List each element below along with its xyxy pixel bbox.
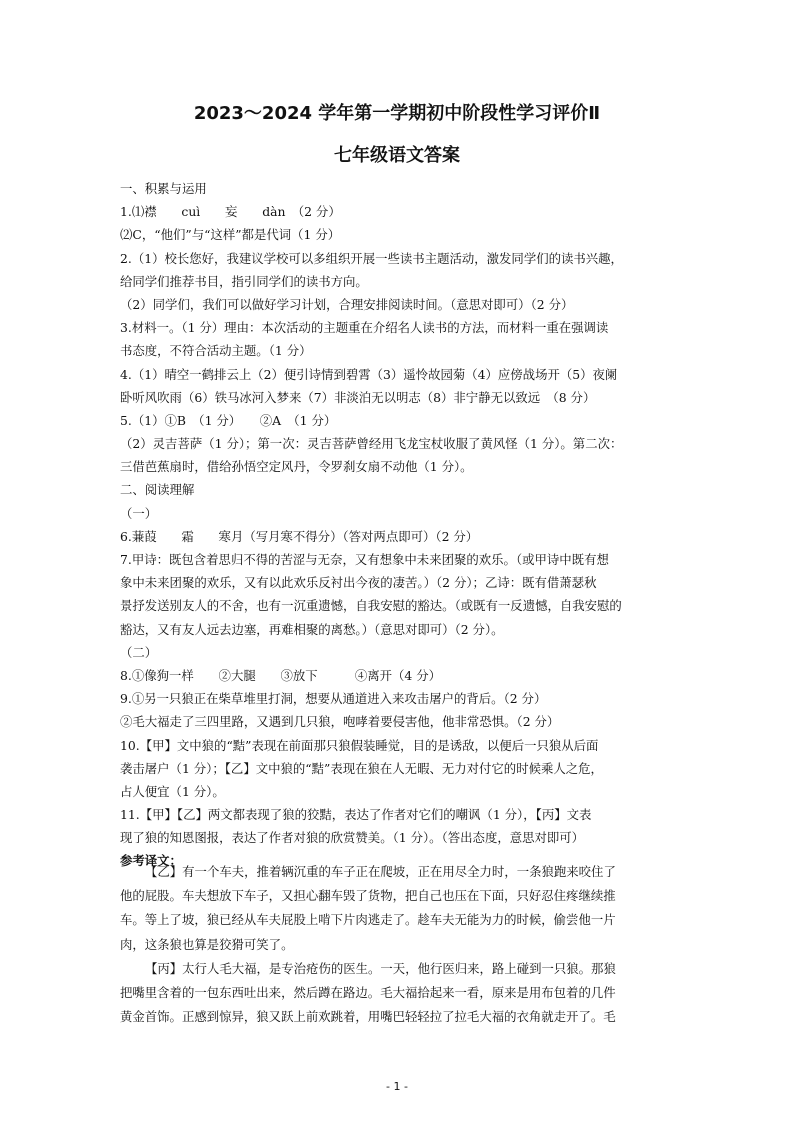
text-line: 占人便宜（1 分）。: [120, 783, 225, 799]
text-line: 书态度，不符合活动主题。（1 分）: [120, 343, 312, 359]
translation-line: 【乙】有一个车夫，推着辆沉重的车子正在爬坡，正在用尽全力时，一条狼跑来咬住了: [145, 864, 616, 879]
text-line: 袭击屠户（1 分）；【乙】文中狼的“黠”表现在狼在人无暇、无力对付它的时候乘人之危，: [120, 760, 603, 776]
text-line: 4.（1）晴空一鹤排云上（2）便引诗情到碧霄（3）遥怜故园菊（4）应傍战场开（5）夜阑: [120, 366, 618, 382]
text-line: ②毛大福走了三四里路，又遇到几只狼，咆哮着要侵害他，他非常恐惧。（2 分）: [120, 714, 560, 730]
text-line: 10.【甲】文中狼的“黠”表现在前面那只狼假装睡觉，目的是诱敌，以便后一只狼从后面: [120, 737, 599, 753]
translation-line: 【丙】太行人毛大福，是专治疮伤的医生。一天，他行医归来，路上碰到一只狼。那狼: [145, 960, 616, 976]
answer-body: [120, 177, 676, 873]
translation-line: 黄金首饰。正感到惊异，狼又跃上前欢跳着，用嘴巴轻轻拉了拉毛大福的衣角就走开了。毛: [120, 1009, 616, 1025]
document-title: 2023～2024 学年第一学期初中阶段性学习评价Ⅱ: [193, 103, 601, 124]
page-number: - 1 -: [386, 1080, 408, 1093]
text-line: （2）同学们，我们可以做好学习计划，合理安排阅读时间。（意思对即可）（2 分）: [120, 296, 574, 312]
text-line: 11.【甲】【乙】两文都表现了狼的狡黠，表达了作者对它们的嘲讽（1 分），【丙】文表: [120, 807, 592, 823]
text-line: 二、阅读理解: [120, 482, 195, 498]
text-line: 给同学们推荐书目，指引同学们的读书方向。: [120, 273, 368, 289]
text-line: 8.①像狗一样 ②大腿 ③放下 ④离开（4 分）: [120, 667, 442, 683]
text-line: 景抒发送别友人的不舍，也有一沉重遗憾，自我安慰的豁达。（或既有一反遗憾，自我安慰的: [120, 598, 622, 614]
text-line: 1.⑴襟 cuì 妄 dàn （2 分）: [120, 204, 341, 220]
translation-line: 肉，这条狼也算是狡猾可笑了。: [120, 936, 294, 952]
translation-line: 车。等上了坡，狼已经从车夫屁股上啃下片肉逃走了。趁车夫无能为力的时候，偷尝他一片: [120, 912, 616, 928]
text-line: 6.蒹葭 霜 寒月（写月寒不得分）（答对两点即可）（2 分）: [120, 528, 479, 544]
text-line: 7.甲诗：既包含着思归不得的苦涩与无奈，又有想象中未来团聚的欢乐。（或甲诗中既有想: [120, 552, 609, 567]
text-line: 5.（1）①B （1 分） ②A （1 分）: [120, 412, 337, 428]
text-line: 三借芭蕉扇时，借给孙悟空定风丹，令罗刹女扇不动他（1 分）。: [120, 459, 473, 475]
translation-body: [120, 860, 676, 1029]
reference-heading: 参考译文：: [120, 853, 182, 869]
text-line: （2）灵吉菩萨（1 分）；第一次：灵吉菩萨曾经用飞龙宝杖收服了黄风怪（1 分）。第二次：: [120, 436, 623, 452]
text-line: 9.①另一只狼正在柴草堆里打洞，想要从通道进入来攻击屠户的背后。（2 分）: [120, 691, 547, 707]
text-line: （二）: [120, 644, 158, 660]
document-subtitle: 七年级语文答案: [334, 145, 460, 166]
text-line: 2.（1）校长您好，我建议学校可以多组织开展一些读书主题活动，激发同学们的读书兴趣，: [120, 250, 623, 266]
text-line: 象中未来团聚的欢乐，又有以此欢乐反衬出今夜的凄苦。）（2 分）；乙诗：既有借萧瑟秋: [120, 575, 597, 591]
text-line: 豁达，又有友人远去边塞，再难相聚的离愁。）（意思对即可）（2 分）。: [120, 621, 504, 637]
translation-line: 把嘴里含着的一包东西吐出来，然后蹲在路边。毛大福拾起来一看，原来是用布包着的几件: [120, 984, 616, 1000]
text-line: 一、积累与运用: [120, 181, 207, 196]
translation-line: 他的屁股。车夫想放下车子，又担心翻车毁了货物，把自己也压在下面，只好忍住疼继续推: [120, 888, 616, 904]
text-line: （一）: [120, 505, 158, 521]
text-line: ⑵C，“他们”与“这样”都是代词（1 分）: [120, 227, 341, 243]
text-line: 3.材料一。（1 分）理由：本次活动的主题重在介绍名人读书的方法，而材料一重在强调读: [120, 320, 609, 336]
text-line: 现了狼的知恩图报，表达了作者对狼的欣赏赞美。（1 分）。（答出态度，意思对即可）: [120, 830, 585, 846]
text-line: 卧听风吹雨（6）铁马冰河入梦来（7）非淡泊无以明志（8）非宁静无以致远 （8 分）: [120, 389, 596, 405]
